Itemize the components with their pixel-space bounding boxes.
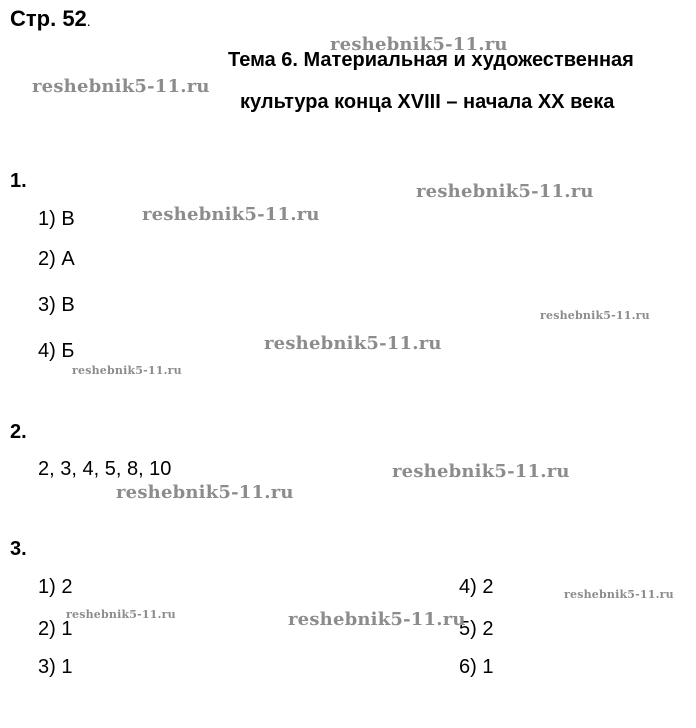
question-2-number: 2. xyxy=(10,421,27,443)
question-3-number: 3. xyxy=(10,538,27,560)
watermark: reshebnik5-11.ru xyxy=(32,76,210,97)
question-3-answer-5: 5) 2 xyxy=(459,618,494,640)
watermark: reshebnik5-11.ru xyxy=(330,34,508,55)
topic-title-line-2: культура конца XVIII – начала XX века xyxy=(240,91,615,113)
watermark: reshebnik5-11.ru xyxy=(72,364,182,377)
question-3-answer-6: 6) 1 xyxy=(459,656,494,678)
question-1-answer-4: 4) Б xyxy=(38,340,75,362)
watermark: reshebnik5-11.ru xyxy=(116,482,294,503)
watermark: reshebnik5-11.ru xyxy=(564,588,674,601)
watermark: reshebnik5-11.ru xyxy=(540,309,650,322)
watermark: reshebnik5-11.ru xyxy=(264,333,442,354)
question-3-answer-1: 1) 2 xyxy=(38,576,73,598)
question-1-answer-1: 1) В xyxy=(38,208,75,230)
question-1-answer-2: 2) А xyxy=(38,248,75,270)
question-3-answer-4: 4) 2 xyxy=(459,576,494,598)
question-1-answer-3: 3) В xyxy=(38,294,75,316)
question-2-answer: 2, 3, 4, 5, 8, 10 xyxy=(38,458,172,480)
question-1-number: 1. xyxy=(10,170,27,192)
watermark: reshebnik5-11.ru xyxy=(288,609,466,630)
question-3-answer-2: 2) 1 xyxy=(38,618,73,640)
watermark: reshebnik5-11.ru xyxy=(416,181,594,202)
watermark: reshebnik5-11.ru xyxy=(66,608,176,621)
question-3-answer-3: 3) 1 xyxy=(38,656,73,678)
watermark: reshebnik5-11.ru xyxy=(392,461,570,482)
topic-title-line-1: Тема 6. Материальная и художественная xyxy=(228,49,634,71)
page-number: Стр. 52. xyxy=(10,6,91,31)
watermark: reshebnik5-11.ru xyxy=(142,204,320,225)
